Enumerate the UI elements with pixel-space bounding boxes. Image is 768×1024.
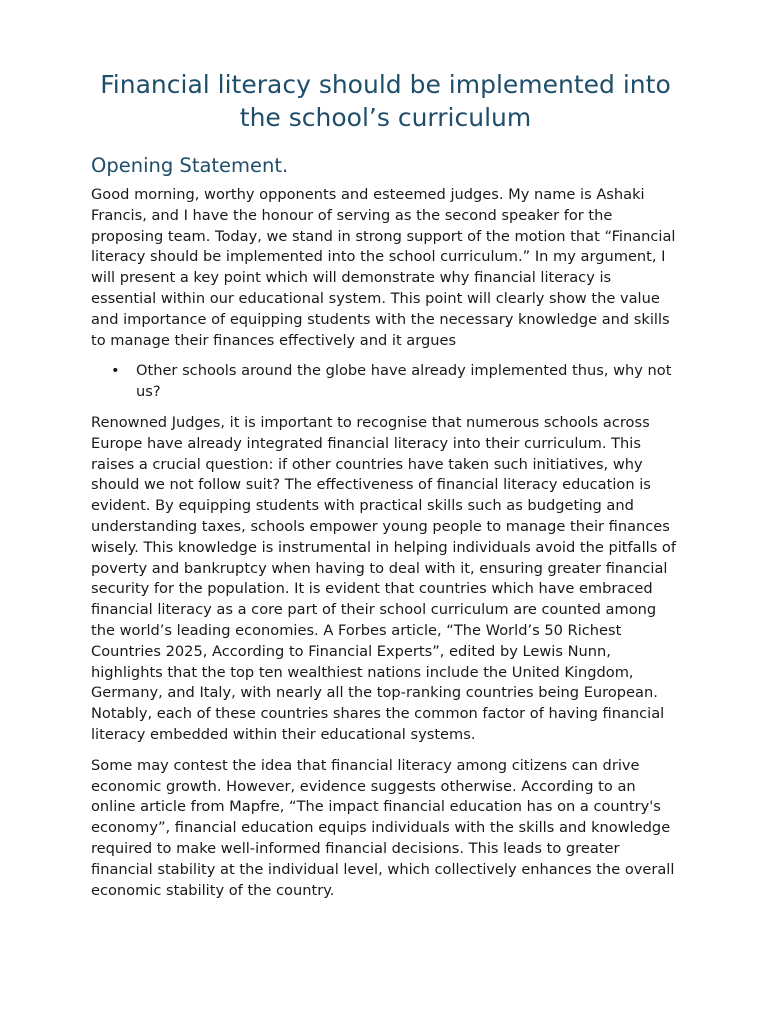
section-heading-opening-statement: Opening Statement. bbox=[91, 154, 289, 177]
paragraph-europe-argument: Renowned Judges, it is important to recognise that numerous schools across Europe have already integrated financial literacy into their curriculum. This raises a crucial question: if other countries have taken such initiatives, why should we not follow suit? The effectiveness of financial literacy education is evident. By equipping students with practical skills such as budgeting and understanding taxes, schools empower young people to manage their finances wisely. This knowledge is instrumental in helping individuals avoid the pitfalls of poverty and bankruptcy when having to deal with it, ensuring greater financial security for the population. It is evident that countries which have embraced financial literacy as a core part of their school curriculum are counted among the world’s leading economies. A Forbes article, “The World’s 50 Richest Countries 2025, According to Financial Experts”, edited by Lewis Nunn, highlights that the top ten wealthiest nations include the United Kingdom, Germany, and Italy, with nearly all the top-ranking countries being European. Notably, each of these countries shares the common factor of having financial literacy embedded within their educational systems. bbox=[91, 413, 676, 743]
bullet-item bbox=[91, 361, 680, 403]
bullet-text: Other schools around the globe have already implemented thus, why not us? bbox=[136, 362, 672, 401]
paragraph-introduction: Good morning, worthy opponents and esteemed judges. My name is Ashaki Francis, and I have the honour of serving as the second speaker for the proposing team. Today, we stand in strong support of the motion that “Financial literacy should be implemented into the school curriculum.” In my argument, I will present a key point which will demonstrate why financial literacy is essential within our educational system. This point will clearly show the value and importance of equipping students with the necessary knowledge and skills to manage their finances effectively and it argues bbox=[91, 186, 676, 349]
bullet-icon: • bbox=[111, 362, 120, 380]
paragraph-economic-growth: Some may contest the idea that financial literacy among citizens can drive economic growth. However, evidence suggests otherwise. According to an online article from Mapfre, “The impact financial education has on a country's economy”, financial education equips individuals with the skills and knowledge required to make well-informed financial decisions. This leads to greater financial stability at the individual level, which collectively enhances the overall economic stability of the country. bbox=[91, 756, 675, 899]
bullet-list bbox=[91, 361, 680, 403]
document-title: Financial literacy should be implemented into the school’s curriculum bbox=[100, 70, 671, 132]
